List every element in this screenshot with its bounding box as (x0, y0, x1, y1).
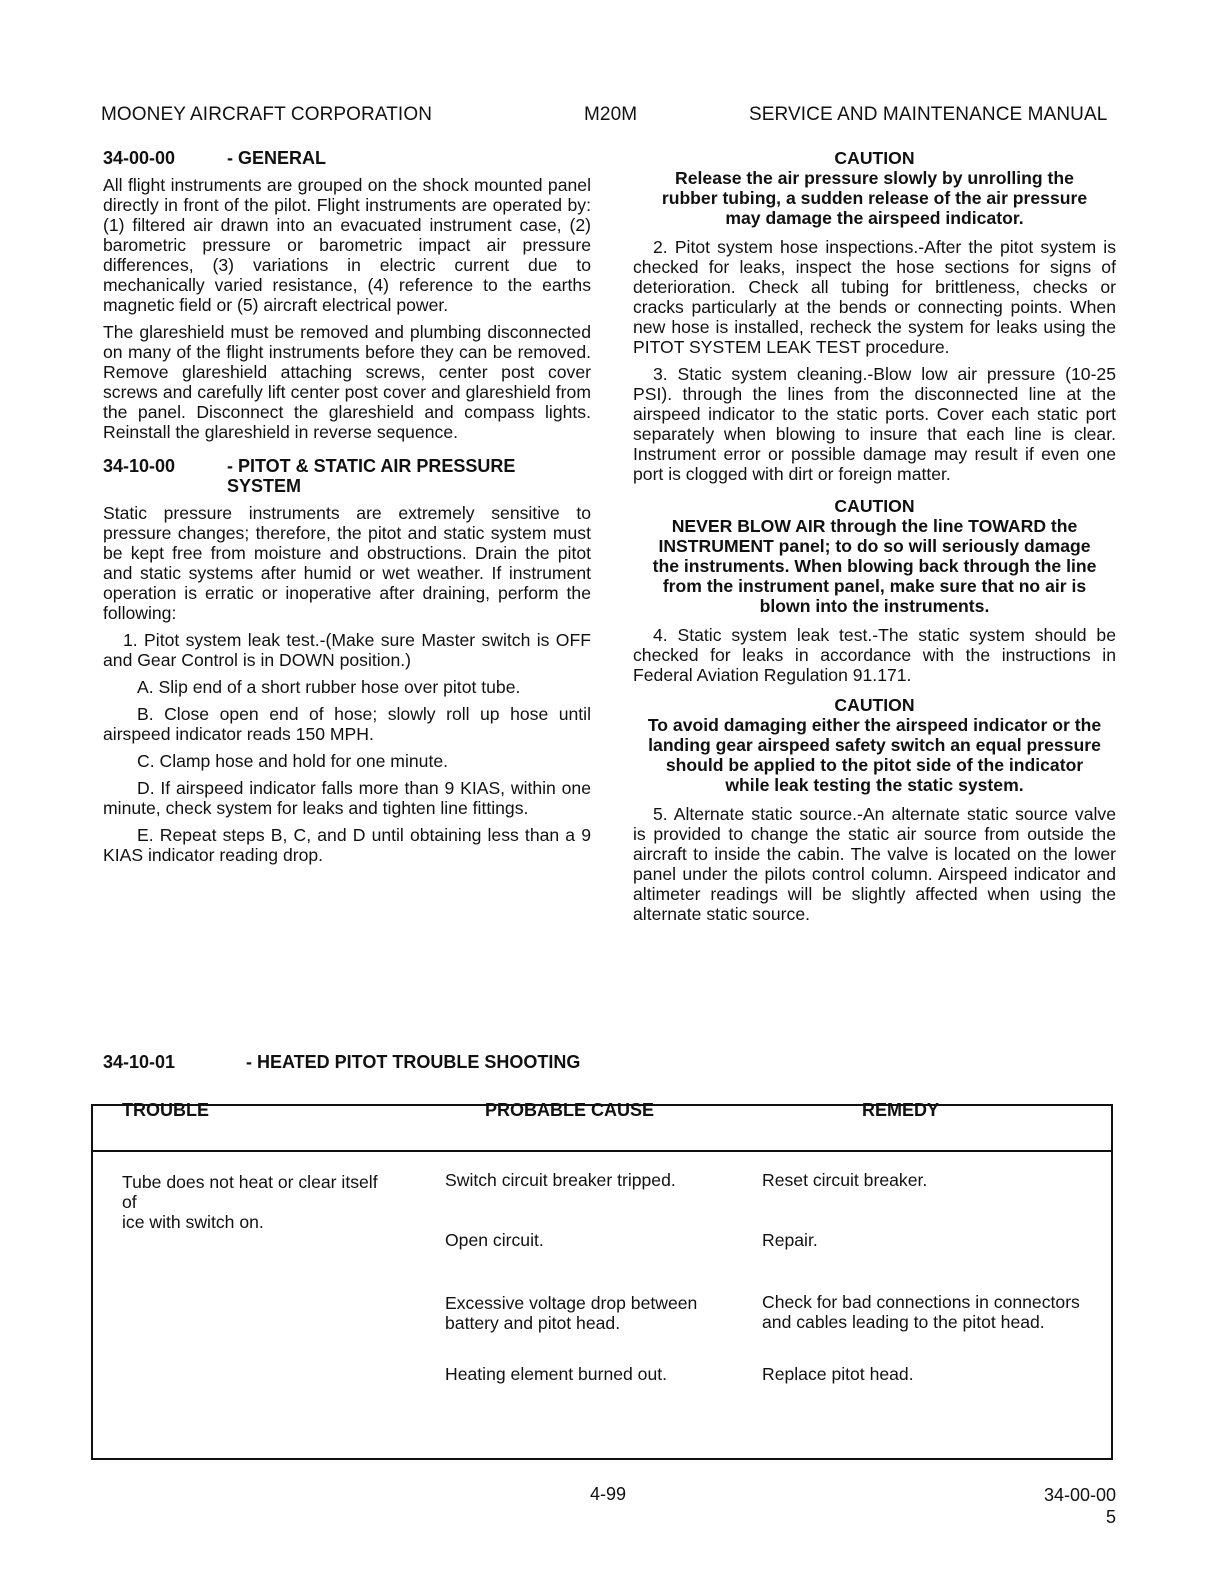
header-manual-title: SERVICE AND MAINTENANCE MANUAL (749, 104, 1108, 125)
section-title: - GENERAL (227, 148, 326, 168)
left-column (103, 148, 591, 872)
step-d: D. If airspeed indicator falls more than 9 KIAS, within one minute, check system for leaks and tighten line fittings. (103, 778, 591, 818)
header-company: MOONEY AIRCRAFT CORPORATION (101, 104, 433, 125)
step-2: 2. Pitot system hose inspections.-After the pitot system is checked for leaks, inspect the hose sections for signs of deterioration. Check all tubing for brittleness, checks or cracks particularly at the bends or connecting points. When new hose is installed, recheck the system for leaks using the PITOT SYSTEM LEAK TEST procedure. (633, 237, 1116, 357)
caution-block-2 (633, 496, 1116, 616)
column-header-trouble: TROUBLE (122, 1100, 209, 1120)
step-b: B. Close open end of hose; slowly roll up hose until airspeed indicator reads 150 MPH. (103, 704, 591, 744)
pitot-static-paragraph: Static pressure instruments are extremely sensitive to pressure changes; therefore, the pitot and static system must be kept free from moisture and obstructions. Drain the pitot and static systems after humid or wet weather. If instrument operation is erratic or inoperative after draining, perform the following: (103, 503, 591, 623)
caution-block-1 (633, 148, 1116, 228)
cause-cell: Excessive voltage drop between battery and pitot head. (445, 1293, 698, 1333)
caution-heading: CAUTION (834, 496, 915, 516)
remedy-cell: Replace pitot head. (762, 1364, 914, 1384)
remedy-cell: Reset circuit breaker. (762, 1170, 928, 1190)
page-number: 4-99 (590, 1484, 627, 1504)
caution-text: NEVER BLOW AIR through the line TOWARD the INSTRUMENT panel; to do so will seriously damage the instruments. When blowing back through the line from the instrument panel, make sure that no air is blown into the instruments. (652, 516, 1097, 616)
general-paragraph-2: The glareshield must be removed and plumbing disconnected on many of the flight instruments before they can be removed. Remove glareshield attaching screws, center post cover screws and carefully lift center post cover and glareshield from the panel. Disconnect the glareshield and compass lights. Reinstall the glareshield in reverse sequence. (103, 322, 591, 442)
step-1: 1. Pitot system leak test.-(Make sure Master switch is OFF and Gear Control is in DOWN position.) (103, 630, 591, 670)
step-c: C. Clamp hose and hold for one minute. (137, 751, 449, 771)
section-number: 34-10-01 (103, 1052, 176, 1072)
step-3: 3. Static system cleaning.-Blow low air pressure (10-25 PSI). through the lines from the disconnected line at the airspeed indicator to the static ports. Cover each static port separately when blowing to insure that each line is clear. Instrument error or possible damage may result if even one port is clogged with dirt or foreign matter. (633, 364, 1116, 484)
caution-heading: CAUTION (834, 148, 915, 168)
column-header-cause: PROBABLE CAUSE (485, 1100, 655, 1120)
cause-cell: Switch circuit breaker tripped. (445, 1170, 676, 1190)
remedy-cell: Check for bad connections in connectors and cables leading to the pitot head. (762, 1292, 1080, 1332)
header-model: M20M (584, 104, 638, 125)
caution-text: Release the air pressure slowly by unrolling the rubber tubing, a sudden release of the air pressure may damage the airspeed indicator. (661, 168, 1088, 228)
general-paragraph-1: All flight instruments are grouped on the shock mounted panel directly in front of the pilot. Flight instruments are operated by: (1) filtered air drawn into an evacuated instrument case, (2) barometric pressure or barometric impact air pressure differences, (3) variations in electric current due to mechanically varied resistance, (4) reference to the earths magnetic field or (5) aircraft electrical power. (103, 175, 591, 315)
step-e: E. Repeat steps B, C, and D until obtaining less than a 9 KIAS indicator reading drop. (103, 825, 591, 865)
caution-text: To avoid damaging either the airspeed indicator or the landing gear airspeed safety switch an equal pressure should be applied to the pitot side of the indicator while leak testing the static system. (647, 715, 1102, 795)
step-4: 4. Static system leak test.-The static system should be checked for leaks in accordance with the instructions in Federal Aviation Regulation 91.171. (633, 625, 1116, 685)
right-column (633, 148, 1116, 931)
caution-block-3 (633, 695, 1116, 795)
section-title: - HEATED PITOT TROUBLE SHOOTING (246, 1052, 581, 1072)
footer-section-number: 34-00-00 (1043, 1485, 1116, 1505)
footer-section-revision (1034, 1484, 1116, 1528)
remedy-cell: Repair. (762, 1230, 818, 1250)
section-heading-general (103, 148, 591, 168)
section-heading-troubleshooting (103, 1052, 580, 1073)
cause-cell: Heating element burned out. (445, 1364, 668, 1384)
section-number: 34-00-00 (103, 148, 176, 168)
caution-heading: CAUTION (834, 695, 915, 715)
step-5: 5. Alternate static source.-An alternate static source valve is provided to change the static air source from outside the aircraft to inside the cabin. The valve is located on the lower panel under the pilots control column. Airspeed indicator and altimeter readings will be slightly affected when using the alternate static source. (633, 804, 1116, 924)
footer-revision: 5 (1105, 1507, 1116, 1527)
section-title: - PITOT & STATIC AIR PRESSURE SYSTEM (227, 456, 516, 496)
cause-cell: Open circuit. (445, 1230, 544, 1250)
trouble-cell: Tube does not heat or clear itself of ice with switch on. (122, 1172, 378, 1232)
column-header-remedy: REMEDY (862, 1100, 940, 1120)
step-a: A. Slip end of a short rubber hose over pitot tube. (137, 677, 521, 697)
troubleshooting-table (91, 1100, 1113, 1460)
section-number: 34-10-00 (103, 456, 176, 476)
table-header (93, 1100, 1111, 1152)
section-heading-pitot-static (103, 456, 591, 496)
